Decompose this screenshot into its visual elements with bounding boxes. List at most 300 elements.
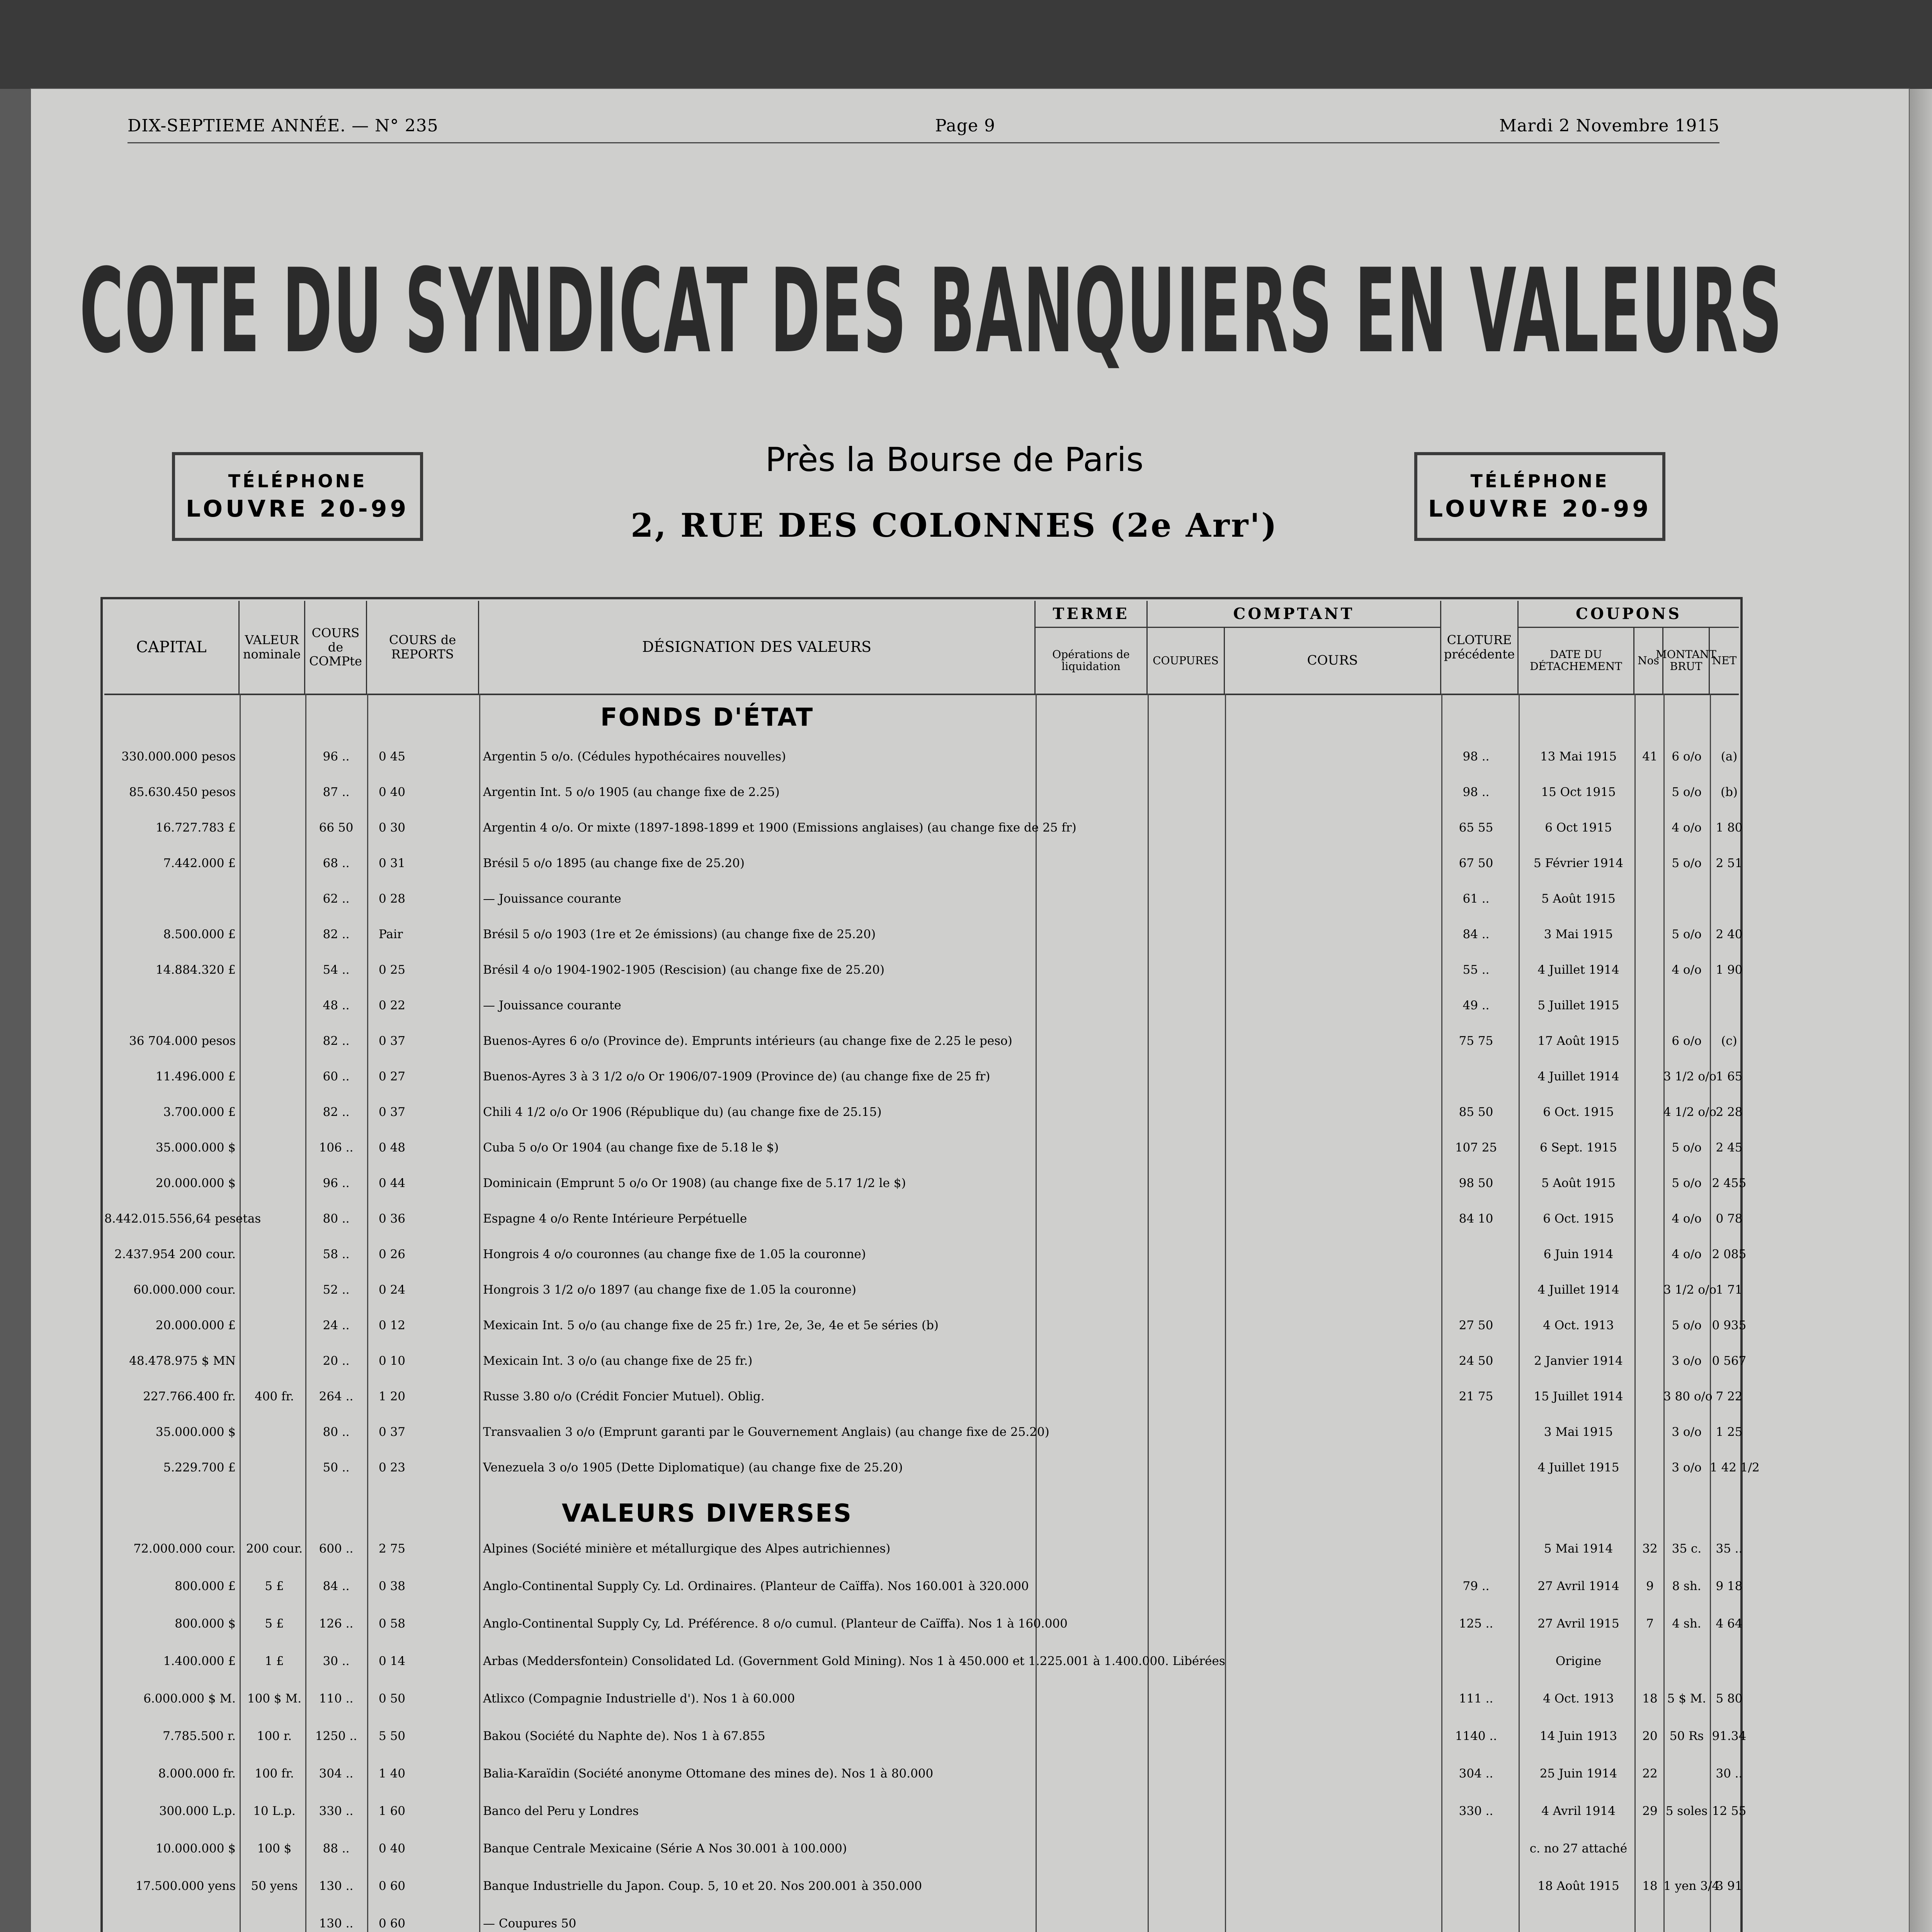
cell-date: 5 Juillet 1915: [1537, 998, 1619, 1012]
cell-des: Banco del Peru y Londres: [483, 1804, 639, 1818]
cell-date: 15 Juillet 1914: [1534, 1389, 1623, 1403]
cell-nom: 200 cour.: [246, 1542, 303, 1556]
cell-date: 25 Juin 1914: [1539, 1767, 1617, 1781]
issue-number: DIX-SEPTIEME ANNÉE. — N° 235: [128, 116, 439, 136]
cell-rep: 0 22: [379, 998, 406, 1012]
cell-cap: 85.630.450 pesos: [129, 785, 236, 799]
cell-des: Anglo-Continental Supply Cy. Ld. Ordinaires. (Planteur de Caïffa). Nos 160.001 à 320.000: [483, 1579, 1029, 1593]
cell-des: Buenos-Ayres 6 o/o (Province de). Emprunts intérieurs (au change fixe de 2.25 le peso): [483, 1034, 1012, 1048]
cell-date: 6 Oct. 1915: [1543, 1212, 1614, 1226]
cell-mont: 6 o/o: [1672, 1034, 1702, 1048]
cell-comp: 1250 ..: [315, 1729, 357, 1743]
cell-rep: 0 30: [379, 821, 406, 835]
table-row: [104, 1318, 1747, 1338]
cell-cap: 227.766.400 fr.: [143, 1389, 236, 1403]
cell-date: 27 Avril 1915: [1537, 1617, 1619, 1631]
cell-cl: 125 ..: [1459, 1617, 1493, 1631]
cell-mont: 5 o/o: [1672, 927, 1702, 941]
scan-left-margin: [0, 89, 31, 1932]
table-row: [104, 1654, 1739, 1674]
header-cours: COURS: [1307, 653, 1358, 668]
cell-des: — Jouissance courante: [483, 998, 621, 1012]
header-capital: CAPITAL: [104, 601, 240, 694]
cell-net: (b): [1720, 785, 1738, 799]
cell-cl: 24 50: [1459, 1354, 1493, 1368]
cell-mont: 35 c.: [1672, 1542, 1702, 1556]
cell-cap: 1.400.000 £: [163, 1654, 236, 1668]
cell-cap: 60.000.000 cour.: [133, 1283, 236, 1297]
cell-comp: 24 ..: [323, 1318, 350, 1332]
cell-comp: 54 ..: [323, 963, 350, 977]
cell-mont: 3 o/o: [1672, 1425, 1702, 1439]
cell-cl: 27 50: [1459, 1318, 1493, 1332]
cell-cap: 17.500.000 yens: [135, 1879, 236, 1893]
cell-rep: 0 37: [379, 1034, 406, 1048]
cell-net: 0 78: [1716, 1212, 1743, 1226]
cell-des: Espagne 4 o/o Rente Intérieure Perpétuelle: [483, 1212, 747, 1226]
cell-cap: 11.496.000 £: [155, 1070, 236, 1083]
cell-des: Argentin Int. 5 o/o 1905 (au change fixe de 2.25): [483, 785, 780, 799]
telephone-label: TÉLÉPHONE: [228, 471, 367, 492]
cell-cl: 111 ..: [1459, 1692, 1493, 1706]
header-valeur-nominale: VALEUR nominale: [240, 601, 305, 694]
cell-rep: 0 27: [379, 1070, 406, 1083]
cell-mont: 4 sh.: [1672, 1617, 1701, 1631]
cell-rep: 0 38: [379, 1579, 406, 1593]
cell-comp: 84 ..: [323, 1579, 350, 1593]
subtitle: Près la Bourse de Paris: [765, 440, 1144, 479]
cell-comp: 264 ..: [319, 1389, 354, 1403]
cell-mont: 4 o/o: [1672, 1212, 1702, 1226]
telephone-label: TÉLÉPHONE: [1470, 471, 1609, 492]
cell-no: 18: [1642, 1692, 1658, 1706]
cell-rep: 0 10: [379, 1354, 406, 1368]
cell-net: 4 64: [1716, 1617, 1743, 1631]
cell-des: Mexicain Int. 3 o/o (au change fixe de 25 fr.): [483, 1354, 753, 1368]
cell-cap: 300.000 L.p.: [159, 1804, 236, 1818]
cell-cl: 84 ..: [1463, 927, 1490, 941]
cell-mont: 4 o/o: [1672, 963, 1702, 977]
cell-date: c. no 27 attaché: [1529, 1842, 1628, 1855]
cell-des: Argentin 5 o/o. (Cédules hypothécaires nouvelles): [483, 750, 786, 764]
cell-des: Brésil 4 o/o 1904-1902-1905 (Rescision) (au change fixe de 25.20): [483, 963, 885, 977]
cell-rep: 0 31: [379, 856, 406, 870]
table-row: [104, 1070, 1743, 1090]
cell-cap: 6.000.000 $ M.: [143, 1692, 236, 1706]
cell-mont: 3 o/o: [1672, 1354, 1702, 1368]
cell-des: Anglo-Continental Supply Cy, Ld. Préférence. 8 o/o cumul. (Planteur de Caïffa). Nos 1 à 160.000: [483, 1617, 1068, 1631]
cell-cap: 800.000 $: [175, 1617, 236, 1631]
cell-cl: 21 75: [1459, 1389, 1493, 1403]
cell-nom: 5 £: [265, 1579, 284, 1593]
cell-nom: 10 L.p.: [253, 1804, 296, 1818]
cell-des: Buenos-Ayres 3 à 3 1/2 o/o Or 1906/07-1909 (Province de) (au change fixe de 25 fr): [483, 1070, 990, 1083]
header-cours-compte: COURS de COMPte: [305, 601, 367, 694]
section-fonds-etat: FONDS D'ÉTAT: [600, 703, 814, 732]
cell-net: 2 40: [1716, 927, 1743, 941]
table-row: [104, 1105, 1743, 1125]
cell-comp: 87 ..: [323, 785, 350, 799]
cell-no: 29: [1642, 1804, 1658, 1818]
cell-des: Balia-Karaïdin (Société anonyme Ottomane des mines de). Nos 1 à 80.000: [483, 1767, 934, 1781]
cell-cap: 8.500.000 £: [163, 927, 236, 941]
cell-des: Hongrois 4 o/o couronnes (au change fixe de 1.05 la couronne): [483, 1247, 866, 1261]
cell-date: 4 Juillet 1914: [1537, 1283, 1619, 1297]
cell-net: 2 28: [1716, 1105, 1743, 1119]
cell-mont: 5 o/o: [1672, 1176, 1702, 1190]
cell-rep: 0 50: [379, 1692, 406, 1706]
cell-des: Chili 4 1/2 o/o Or 1906 (République du) (au change fixe de 25.15): [483, 1105, 882, 1119]
cell-net: 3 91: [1716, 1879, 1743, 1893]
cell-des: — Jouissance courante: [483, 892, 621, 906]
cell-comp: 88 ..: [323, 1842, 350, 1855]
header-net: NET: [1712, 654, 1737, 667]
table-row: [104, 1579, 1743, 1599]
table-row: [104, 963, 1743, 983]
cell-des: Cuba 5 o/o Or 1904 (au change fixe de 5.18 le $): [483, 1141, 779, 1155]
cell-des: Dominicain (Emprunt 5 o/o Or 1908) (au change fixe de 5.17 1/2 le $): [483, 1176, 906, 1190]
cell-net: 1 42 1/2: [1710, 1461, 1760, 1475]
cell-mont: 5 soles: [1665, 1804, 1708, 1818]
cell-mont: 8 sh.: [1672, 1579, 1701, 1593]
header-coupons-group: [1519, 601, 1739, 694]
cell-mont: 4 o/o: [1672, 1247, 1702, 1261]
cell-cap: 7.442.000 £: [163, 856, 236, 870]
header-cloture: CLOTURE précédente: [1441, 601, 1519, 694]
cell-cap: 2.437.954 200 cour.: [114, 1247, 236, 1261]
cell-net: 35 ..: [1716, 1542, 1743, 1556]
cell-des: Atlixco (Compagnie Industrielle d'). Nos 1 à 60.000: [483, 1692, 795, 1706]
table-row: [104, 892, 1739, 912]
cell-net: 1 71: [1716, 1283, 1743, 1297]
cell-net: 30 ..: [1716, 1767, 1743, 1781]
cell-cl: 85 50: [1459, 1105, 1493, 1119]
cell-comp: 130 ..: [319, 1917, 354, 1930]
table-row: [104, 1879, 1743, 1899]
header-coupures: COUPURES: [1148, 628, 1225, 694]
cell-date: Origine: [1555, 1654, 1602, 1668]
cell-mont: 5 o/o: [1672, 1141, 1702, 1155]
cell-comp: 58 ..: [323, 1247, 350, 1261]
cell-no: 7: [1646, 1617, 1654, 1631]
cell-date: 3 Mai 1915: [1544, 1425, 1613, 1439]
cell-rep: 0 26: [379, 1247, 406, 1261]
table-header: [104, 601, 1739, 695]
cell-nom: 1 £: [265, 1654, 284, 1668]
cell-cl: 49 ..: [1463, 998, 1490, 1012]
cell-rep: 1 20: [379, 1389, 406, 1403]
cell-des: Venezuela 3 o/o 1905 (Dette Diplomatique) (au change fixe de 25.20): [483, 1461, 903, 1475]
cell-no: 41: [1642, 750, 1658, 764]
cell-date: 27 Avril 1914: [1537, 1579, 1619, 1593]
cell-date: 4 Juillet 1915: [1537, 1461, 1619, 1475]
cell-date: 4 Juillet 1914: [1537, 963, 1619, 977]
header-comptant: COMPTANT: [1148, 601, 1440, 628]
table-row: [104, 1617, 1743, 1637]
cell-cap: 3.700.000 £: [163, 1105, 236, 1119]
header-numeros: Nos: [1634, 628, 1663, 694]
cell-mont: 6 o/o: [1672, 750, 1702, 764]
table-row: [104, 1692, 1743, 1712]
cell-comp: 30 ..: [323, 1654, 350, 1668]
header-cours-reports: COURS de REPORTS: [367, 601, 479, 694]
cell-rep: 0 23: [379, 1461, 406, 1475]
cell-cap: 800.000 £: [175, 1579, 236, 1593]
cell-cl: 98 50: [1459, 1176, 1493, 1190]
cell-net: 0 567: [1712, 1354, 1747, 1368]
cell-date: 14 Juin 1913: [1539, 1729, 1617, 1743]
cell-mont: 5 o/o: [1672, 856, 1702, 870]
cell-rep: 0 24: [379, 1283, 406, 1297]
cell-mont: 5 o/o: [1672, 785, 1702, 799]
cell-comp: 82 ..: [323, 1105, 350, 1119]
cell-cl: 98 ..: [1463, 785, 1490, 799]
cell-date: 5 Août 1915: [1541, 1176, 1616, 1190]
cell-comp: 96 ..: [323, 750, 350, 764]
cell-rep: 0 60: [379, 1879, 406, 1893]
cell-cap: 72.000.000 cour.: [133, 1542, 236, 1556]
header-rule: [128, 142, 1719, 143]
cell-des: Russe 3.80 o/o (Crédit Foncier Mutuel). Oblig.: [483, 1389, 765, 1403]
cell-comp: 48 ..: [323, 998, 350, 1012]
cell-no: 9: [1646, 1579, 1654, 1593]
cell-rep: 0 36: [379, 1212, 406, 1226]
cell-comp: 600 ..: [319, 1542, 354, 1556]
cell-rep: 0 40: [379, 1842, 406, 1855]
header-designation: DÉSIGNATION DES VALEURS: [479, 601, 1036, 694]
cell-rep: 1 40: [379, 1767, 406, 1781]
cell-net: 1 90: [1716, 963, 1743, 977]
cell-rep: 0 44: [379, 1176, 406, 1190]
cell-mont: 3 o/o: [1672, 1461, 1702, 1475]
cell-mont: 3 1/2 o/o: [1663, 1070, 1717, 1083]
telephone-box-left: [172, 452, 423, 541]
cell-date: 5 Mai 1914: [1544, 1542, 1613, 1556]
cell-cap: 35.000.000 $: [155, 1141, 236, 1155]
cell-cl: 84 10: [1459, 1212, 1493, 1226]
table-row: [104, 856, 1743, 876]
cell-comp: 66 50: [319, 821, 354, 835]
cell-cap: 330.000.000 pesos: [121, 750, 236, 764]
cell-des: Banque Industrielle du Japon. Coup. 5, 10 et 20. Nos 200.001 à 350.000: [483, 1879, 922, 1893]
cell-comp: 62 ..: [323, 892, 350, 906]
page-number: Page 9: [935, 116, 996, 136]
cell-cap: 16.727.783 £: [155, 821, 236, 835]
cell-date: 17 Août 1915: [1537, 1034, 1619, 1048]
cell-cap: 35.000.000 $: [155, 1425, 236, 1439]
header-coupons: COUPONS: [1519, 601, 1739, 628]
header-terme: TERME: [1036, 601, 1146, 628]
cell-rep: Pair: [379, 927, 403, 941]
cell-net: 5 80: [1716, 1692, 1743, 1706]
cell-date: 6 Oct 1915: [1545, 821, 1612, 835]
table-row: [104, 1141, 1743, 1161]
header-date-detachement: DATE DU DÉTACHEMENT: [1519, 628, 1634, 694]
issue-date: Mardi 2 Novembre 1915: [1499, 116, 1720, 136]
table-row: [104, 1729, 1747, 1749]
cell-nom: 100 $ M.: [247, 1692, 302, 1706]
table-row: [104, 927, 1743, 947]
cell-rep: 1 60: [379, 1804, 406, 1818]
cell-nom: 100 $: [257, 1842, 292, 1855]
table-row: [104, 1354, 1747, 1374]
cell-rep: 0 12: [379, 1318, 406, 1332]
cell-cap: 7.785.500 r.: [163, 1729, 236, 1743]
cell-cap: 48.478.975 $ MN: [129, 1354, 236, 1368]
cell-cap: 20.000.000 £: [155, 1318, 236, 1332]
table-row: [104, 1917, 1739, 1932]
cell-nom: 50 yens: [251, 1879, 298, 1893]
cell-rep: 2 75: [379, 1542, 406, 1556]
cell-date: 15 Oct 1915: [1541, 785, 1616, 799]
table-row: [104, 1389, 1743, 1410]
cell-comp: 330 ..: [319, 1804, 354, 1818]
header-comptant-group: [1148, 601, 1441, 694]
cell-cap: 8.442.015.556,64 pesetas: [104, 1212, 261, 1226]
cell-no: 20: [1642, 1729, 1658, 1743]
telephone-number: LOUVRE 20-99: [185, 495, 410, 522]
cell-net: 12 55: [1712, 1804, 1747, 1818]
cell-mont: 3 1/2 o/o: [1663, 1283, 1717, 1297]
table-row: [104, 1176, 1747, 1196]
cell-des: Hongrois 3 1/2 o/o 1897 (au change fixe de 1.05 la couronne): [483, 1283, 856, 1297]
cell-mont: 4 o/o: [1672, 821, 1702, 835]
cell-des: Arbas (Meddersfontein) Consolidated Ld. (Government Gold Mining). Nos 1 à 450.000 et 1.225.001 à 1.400.000. Libérées: [483, 1654, 1225, 1668]
cell-rep: 0 60: [379, 1917, 406, 1930]
address: 2, RUE DES COLONNES (2e Arr'): [631, 506, 1278, 544]
cell-date: 5 Août 1915: [1541, 892, 1616, 906]
cell-comp: 80 ..: [323, 1212, 350, 1226]
table-row: [104, 1842, 1739, 1862]
table-row: [104, 1247, 1747, 1267]
cell-comp: 106 ..: [319, 1141, 354, 1155]
table-row: [104, 1461, 1760, 1481]
page-stack-edge: [1909, 89, 1932, 1932]
cell-cl: 330 ..: [1459, 1804, 1493, 1818]
cell-date: 6 Juin 1914: [1543, 1247, 1614, 1261]
table-row: [104, 1804, 1747, 1824]
cell-cap: 5.229.700 £: [163, 1461, 236, 1475]
cell-date: 4 Oct. 1913: [1543, 1692, 1614, 1706]
cell-comp: 82 ..: [323, 927, 350, 941]
telephone-box-right: [1414, 452, 1665, 541]
cell-net: 7 22: [1716, 1389, 1743, 1403]
cell-date: 2 Janvier 1914: [1534, 1354, 1623, 1368]
cell-cl: 55 ..: [1463, 963, 1490, 977]
cell-nom: 100 r.: [257, 1729, 292, 1743]
cell-des: Brésil 5 o/o 1903 (1re et 2e émissions) (au change fixe de 25.20): [483, 927, 876, 941]
cell-comp: 80 ..: [323, 1425, 350, 1439]
cell-nom: 100 fr.: [255, 1767, 294, 1781]
telephone-number: LOUVRE 20-99: [1428, 495, 1652, 522]
cell-cl: 1140 ..: [1455, 1729, 1497, 1743]
cell-comp: 82 ..: [323, 1034, 350, 1048]
cell-net: 91.34: [1712, 1729, 1747, 1743]
cell-comp: 68 ..: [323, 856, 350, 870]
table-row: [104, 1283, 1743, 1303]
header-terme-sub: Opérations de liquidation: [1052, 648, 1130, 673]
cell-des: Bakou (Société du Naphte de). Nos 1 à 67.855: [483, 1729, 765, 1743]
table-row: [104, 1212, 1743, 1232]
cell-no: 32: [1642, 1542, 1658, 1556]
cell-des: Brésil 5 o/o 1895 (au change fixe de 25.20): [483, 856, 745, 870]
cell-comp: 110 ..: [319, 1692, 354, 1706]
cell-date: 5 Février 1914: [1534, 856, 1623, 870]
cell-date: 4 Avril 1914: [1541, 1804, 1616, 1818]
cell-comp: 96 ..: [323, 1176, 350, 1190]
cell-cl: 304 ..: [1459, 1767, 1493, 1781]
header-montant-brut: MONTANT BRUT: [1663, 628, 1710, 694]
cell-cl: 67 50: [1459, 856, 1493, 870]
cell-net: 2 085: [1712, 1247, 1747, 1261]
cell-net: 1 80: [1716, 821, 1743, 835]
cell-no: 18: [1642, 1879, 1658, 1893]
cell-mont: 5 $ M.: [1667, 1692, 1706, 1706]
cell-date: 3 Mai 1915: [1544, 927, 1613, 941]
cell-nom: 5 £: [265, 1617, 284, 1631]
cell-comp: 50 ..: [323, 1461, 350, 1475]
cell-mont: 4 1/2 o/o: [1663, 1105, 1717, 1119]
cell-net: 2 51: [1716, 856, 1743, 870]
header-terme-group: [1036, 601, 1148, 694]
cell-des: Transvaalien 3 o/o (Emprunt garanti par le Gouvernement Anglais) (au change fixe de 25.20): [483, 1425, 1049, 1439]
cell-comp: 126 ..: [319, 1617, 354, 1631]
cell-des: Banque Centrale Mexicaine (Série A Nos 30.001 à 100.000): [483, 1842, 847, 1855]
cell-cl: 98 ..: [1463, 750, 1490, 764]
cell-cap: 36 704.000 pesos: [129, 1034, 236, 1048]
cell-comp: 130 ..: [319, 1879, 354, 1893]
table-row: [104, 1542, 1743, 1562]
cell-comp: 304 ..: [319, 1767, 354, 1781]
cell-date: 18 Août 1915: [1537, 1879, 1619, 1893]
cell-cl: 79 ..: [1463, 1579, 1490, 1593]
cell-cl: 61 ..: [1463, 892, 1490, 906]
cell-net: 1 65: [1716, 1070, 1743, 1083]
cell-rep: 0 37: [379, 1425, 406, 1439]
cell-net: (a): [1721, 750, 1738, 764]
cell-comp: 20 ..: [323, 1354, 350, 1368]
table-row: [104, 1425, 1743, 1445]
cell-rep: 0 45: [379, 750, 406, 764]
section-valeurs-diverses: VALEURS DIVERSES: [561, 1499, 853, 1528]
cell-mont: 5 o/o: [1672, 1318, 1702, 1332]
cell-net: 2 455: [1712, 1176, 1747, 1190]
cell-net: 0 935: [1712, 1318, 1747, 1332]
cell-des: — Coupures 50: [483, 1917, 577, 1930]
cell-net: 2 45: [1716, 1141, 1743, 1155]
cell-cap: 14.884.320 £: [155, 963, 236, 977]
masthead-title: COTE DU SYNDICAT DES BANQUIERS EN VALEURS: [79, 243, 1783, 379]
cell-des: Alpines (Société minière et métallurgique des Alpes autrichiennes): [483, 1542, 891, 1556]
cell-date: 6 Oct. 1915: [1543, 1105, 1614, 1119]
cell-des: Argentin 4 o/o. Or mixte (1897-1898-1899 et 1900 (Emissions anglaises) (au change fixe de 25 fr): [483, 821, 1077, 835]
cell-date: 4 Juillet 1914: [1537, 1070, 1619, 1083]
table-row: [104, 821, 1743, 841]
cell-net: 9 18: [1716, 1579, 1743, 1593]
cell-rep: 5 50: [379, 1729, 406, 1743]
cell-net: 1 25: [1716, 1425, 1743, 1439]
cell-nom: 400 fr.: [255, 1389, 294, 1403]
cell-date: 13 Mai 1915: [1540, 750, 1617, 764]
cell-mont: 50 Rs: [1669, 1729, 1704, 1743]
cell-comp: 60 ..: [323, 1070, 350, 1083]
cell-date: 6 Sept. 1915: [1539, 1141, 1617, 1155]
cell-rep: 0 37: [379, 1105, 406, 1119]
cell-mont: 1 yen 3/4: [1663, 1879, 1720, 1893]
cell-mont: 3 80 o/o: [1663, 1389, 1713, 1403]
cell-rep: 0 14: [379, 1654, 406, 1668]
table-row: [104, 750, 1739, 770]
